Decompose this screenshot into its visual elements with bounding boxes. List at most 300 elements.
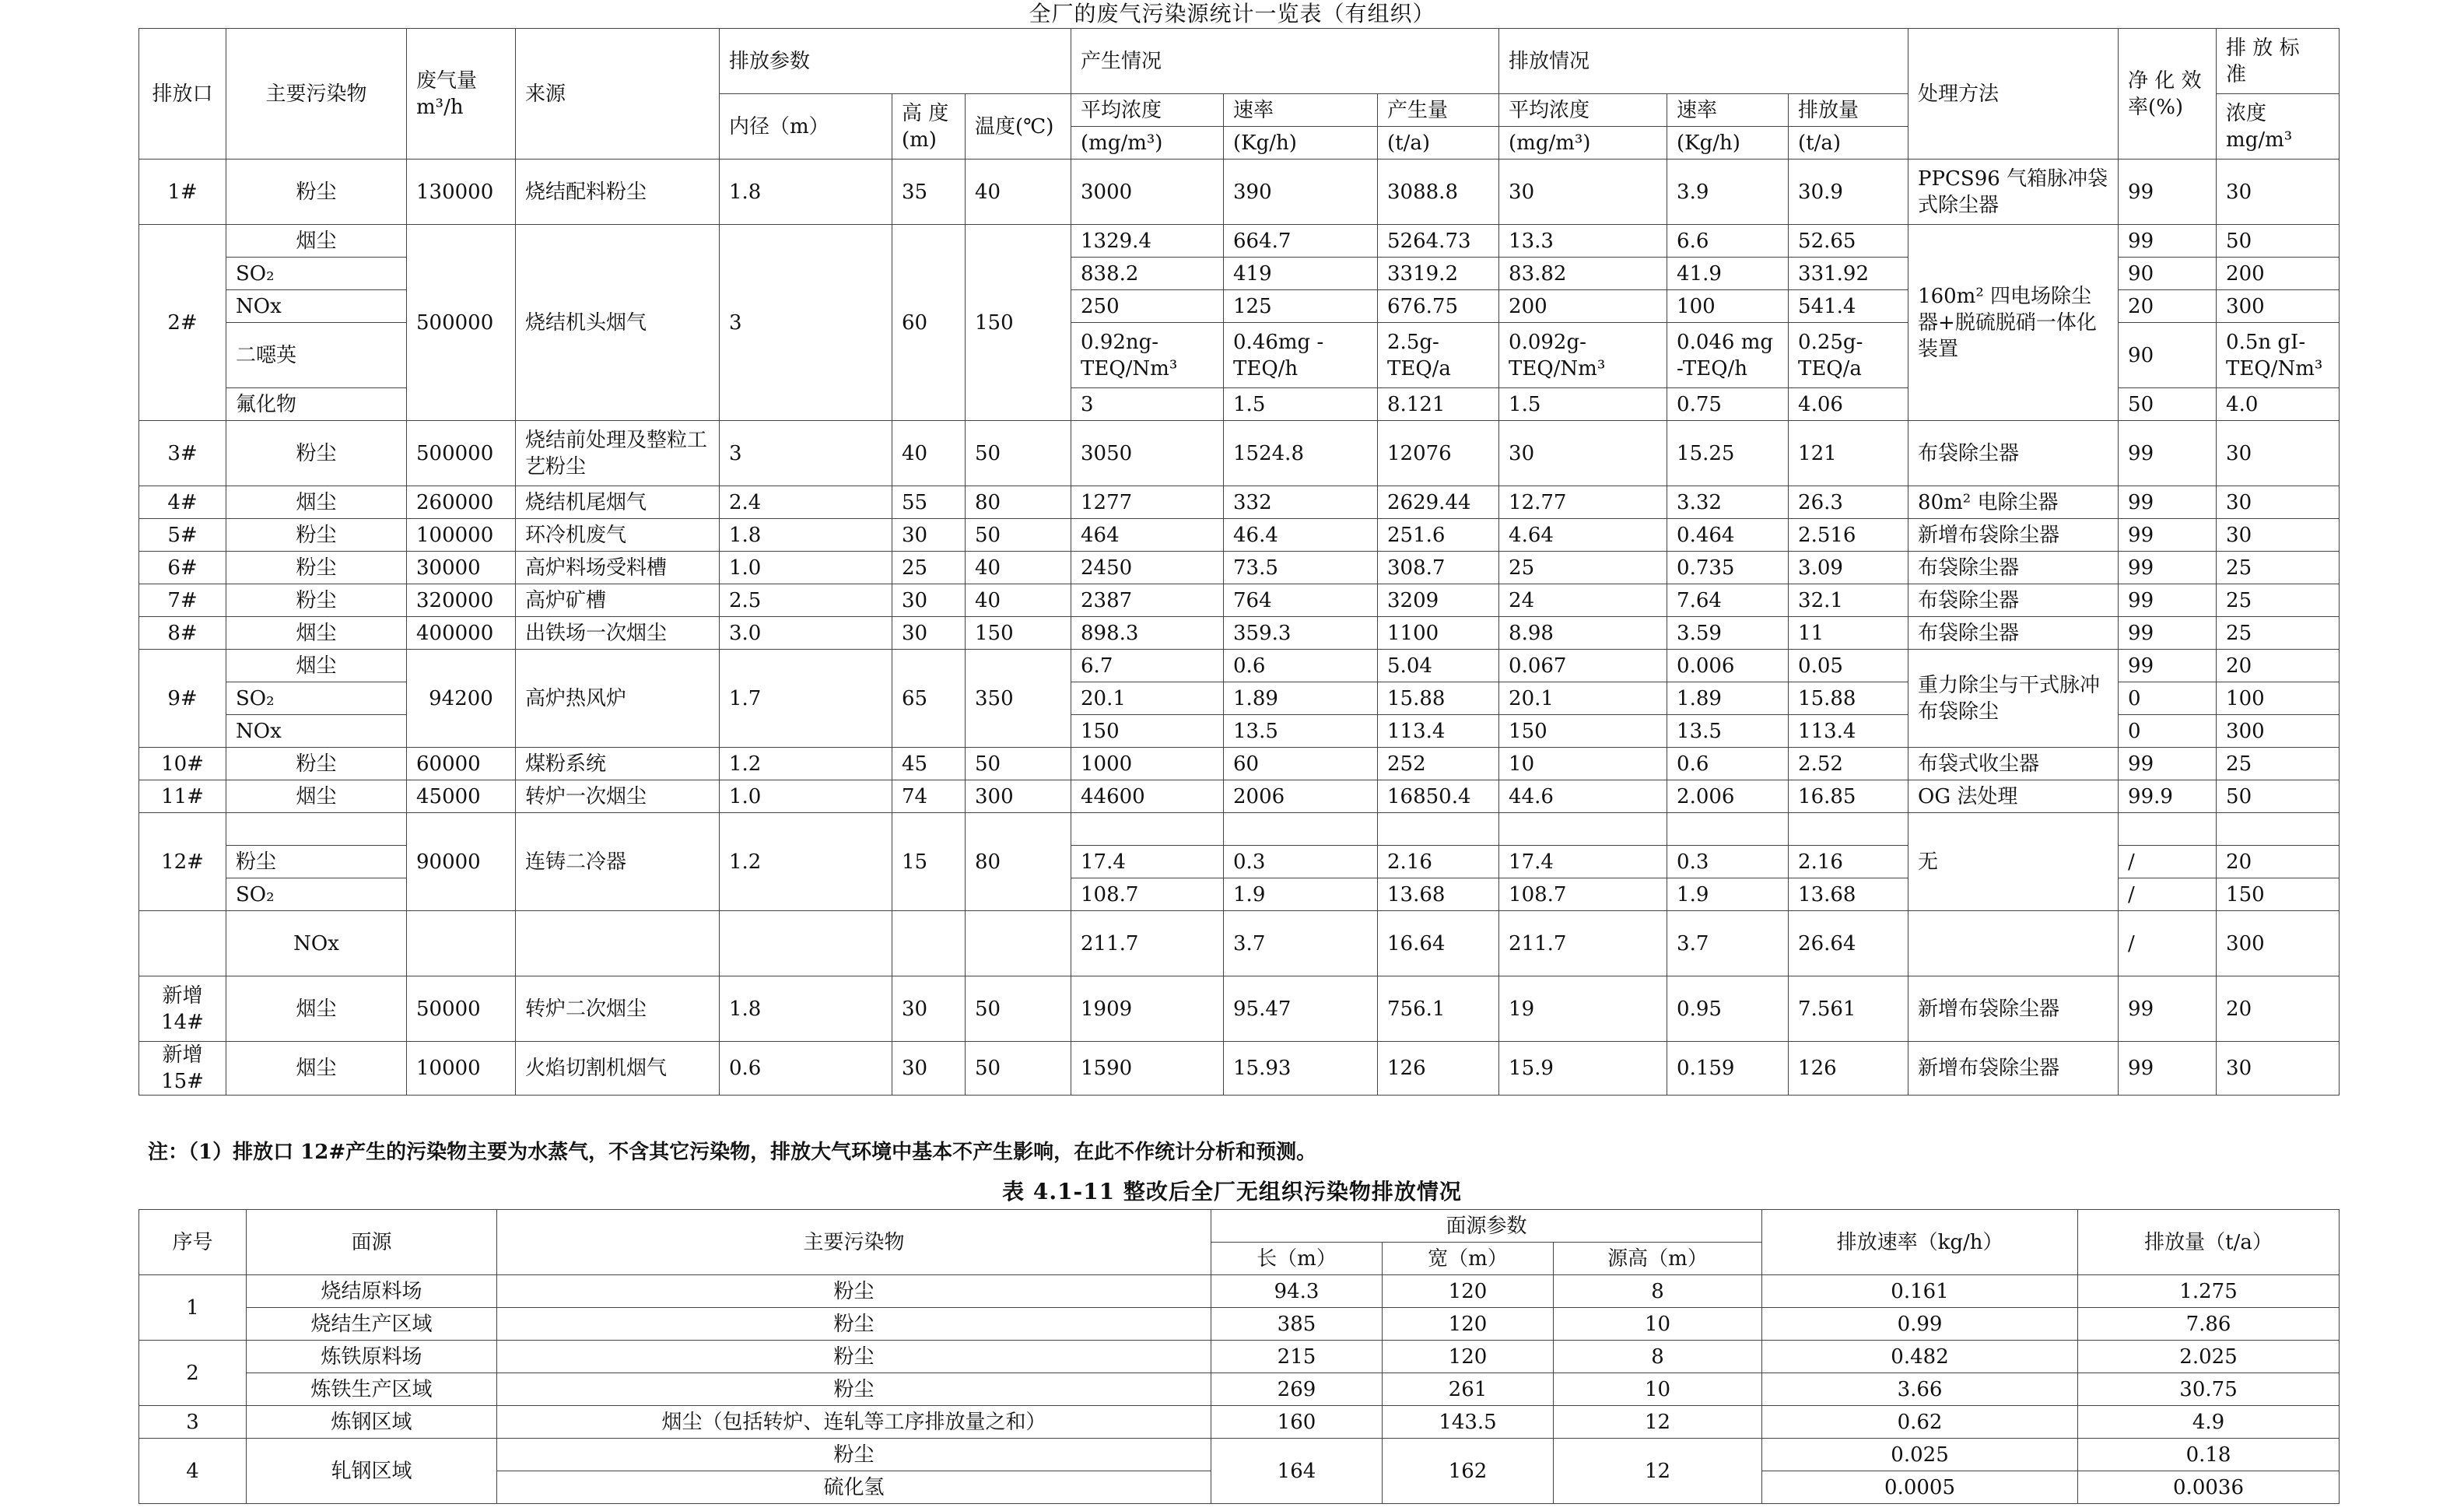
value-cell-dr: 0.6 — [1667, 748, 1789, 780]
value-cell-gq: 5264.73 — [1378, 225, 1499, 258]
amount-cell: 30.75 — [2078, 1373, 2340, 1406]
height-cell: 45 — [892, 748, 966, 780]
value-cell-dr: 0.464 — [1667, 519, 1789, 552]
efficiency-cell — [2119, 813, 2217, 846]
efficiency-cell: 0 — [2119, 715, 2217, 748]
standard-cell: 30 — [2217, 519, 2340, 552]
value-cell-dr: 0.159 — [1667, 1042, 1789, 1096]
width-cell: 162 — [1383, 1439, 1554, 1504]
outlet-cell: 6# — [139, 552, 226, 584]
pollutant-cell: 烟尘 — [226, 976, 407, 1042]
value-cell-gc: 464 — [1071, 519, 1224, 552]
standard-cell: 20 — [2217, 650, 2340, 682]
height-cell: 10 — [1554, 1308, 1762, 1341]
standard-cell: 100 — [2217, 682, 2340, 715]
standard-cell: 200 — [2217, 258, 2340, 290]
value-cell-dc: 200 — [1499, 290, 1667, 323]
value-cell-dq: 0.25g-TEQ/a — [1789, 323, 1908, 388]
value-cell-dc: 10 — [1499, 748, 1667, 780]
treatment-cell: 无 — [1908, 813, 2119, 911]
efficiency-cell: 99 — [2119, 160, 2217, 225]
rate-cell: 0.482 — [1762, 1341, 2078, 1373]
pollutant-cell: 粉尘 — [226, 552, 407, 584]
header-dis-amount: 排放量 — [1789, 94, 1908, 127]
source-cell: 转炉一次烟尘 — [516, 780, 720, 813]
value-cell-dc: 8.98 — [1499, 617, 1667, 650]
header-gen-output: 产生量 — [1378, 94, 1499, 127]
header-dis-rate: 速率 — [1667, 94, 1789, 127]
volume-cell — [407, 911, 516, 976]
standard-cell: 300 — [2217, 911, 2340, 976]
temperature-cell: 40 — [966, 160, 1071, 225]
value-cell-dq: 13.68 — [1789, 878, 1908, 911]
area-cell: 炼铁生产区域 — [247, 1373, 497, 1406]
volume-cell: 100000 — [407, 519, 516, 552]
source-cell — [516, 911, 720, 976]
value-cell-dq: 126 — [1789, 1042, 1908, 1096]
treatment-cell: 布袋除尘器 — [1908, 617, 2119, 650]
table-row — [139, 1308, 2340, 1341]
value-cell-gc: 1590 — [1071, 1042, 1224, 1096]
temperature-cell: 150 — [966, 617, 1071, 650]
table-row — [139, 160, 2340, 225]
t2-header-params: 面源参数 — [1211, 1210, 1762, 1243]
table-row — [139, 1439, 2340, 1471]
value-cell-dc: 17.4 — [1499, 846, 1667, 878]
value-cell-dq: 0.05 — [1789, 650, 1908, 682]
temperature-cell: 50 — [966, 1042, 1071, 1096]
outlet-cell: 1# — [139, 160, 226, 225]
source-cell: 火焰切割机烟气 — [516, 1042, 720, 1096]
value-cell-gq: 3088.8 — [1378, 160, 1499, 225]
pollutant-cell: 烟尘 — [226, 1042, 407, 1096]
pollutant-cell: NOx — [226, 290, 407, 323]
pollutant-cell: 硫化氢 — [497, 1471, 1211, 1504]
efficiency-cell: 99 — [2119, 519, 2217, 552]
height-cell: 12 — [1554, 1406, 1762, 1439]
value-cell-dc: 19 — [1499, 976, 1667, 1042]
standard-cell: 300 — [2217, 290, 2340, 323]
efficiency-cell: 99 — [2119, 1042, 2217, 1096]
t2-header-area-source: 面源 — [247, 1210, 497, 1275]
table-row — [139, 1406, 2340, 1439]
value-cell-dc — [1499, 813, 1667, 846]
header-efficiency: 净 化 效 率(%) — [2119, 29, 2217, 160]
pollutant-cell: 烟尘（包括转炉、连轧等工序排放量之和） — [497, 1406, 1211, 1439]
value-cell-gr — [1224, 813, 1378, 846]
value-cell-gr: 0.6 — [1224, 650, 1378, 682]
value-cell-dc: 1.5 — [1499, 388, 1667, 421]
efficiency-cell: 99 — [2119, 225, 2217, 258]
value-cell-dq: 3.09 — [1789, 552, 1908, 584]
value-cell-dc: 211.7 — [1499, 911, 1667, 976]
diameter-cell: 1.7 — [720, 650, 892, 748]
outlet-cell: 10# — [139, 748, 226, 780]
value-cell-dr: 1.9 — [1667, 878, 1789, 911]
height-cell: 15 — [892, 813, 966, 911]
pollutant-cell: SO₂ — [226, 682, 407, 715]
t2-header-pollutant: 主要污染物 — [497, 1210, 1211, 1275]
height-cell: 74 — [892, 780, 966, 813]
diameter-cell: 2.4 — [720, 486, 892, 519]
value-cell-gr: 125 — [1224, 290, 1378, 323]
value-cell-gq: 12076 — [1378, 421, 1499, 486]
treatment-cell: OG 法处理 — [1908, 780, 2119, 813]
source-cell: 环冷机废气 — [516, 519, 720, 552]
table-row — [139, 584, 2340, 617]
height-cell — [892, 911, 966, 976]
t2-header-amount: 排放量（t/a） — [2078, 1210, 2340, 1275]
volume-cell: 50000 — [407, 976, 516, 1042]
outlet-cell: 4# — [139, 486, 226, 519]
value-cell-gc: 20.1 — [1071, 682, 1224, 715]
value-cell-dr: 13.5 — [1667, 715, 1789, 748]
value-cell-dc: 12.77 — [1499, 486, 1667, 519]
row-number-cell: 1 — [139, 1275, 247, 1341]
diameter-cell: 0.6 — [720, 1042, 892, 1096]
source-cell: 煤粉系统 — [516, 748, 720, 780]
value-cell-dr: 0.046 mg -TEQ/h — [1667, 323, 1789, 388]
pollutant-cell: 二噁英 — [226, 323, 407, 388]
table-row — [139, 225, 2340, 258]
value-cell-gr: 1.89 — [1224, 682, 1378, 715]
value-cell-gc: 6.7 — [1071, 650, 1224, 682]
efficiency-cell: 99 — [2119, 421, 2217, 486]
value-cell-dq: 11 — [1789, 617, 1908, 650]
volume-cell: 260000 — [407, 486, 516, 519]
treatment-cell: 布袋除尘器 — [1908, 421, 2119, 486]
header-gen-amount-unit: (t/a) — [1378, 127, 1499, 160]
efficiency-cell: 0 — [2119, 682, 2217, 715]
volume-cell: 45000 — [407, 780, 516, 813]
standard-cell: 50 — [2217, 780, 2340, 813]
outlet-cell — [139, 911, 226, 976]
treatment-cell: 新增布袋除尘器 — [1908, 976, 2119, 1042]
value-cell-gc: 250 — [1071, 290, 1224, 323]
table-row — [139, 650, 2340, 682]
treatment-cell: 重力除尘与干式脉冲布袋除尘 — [1908, 650, 2119, 748]
t2-header-rate: 排放速率（kg/h） — [1762, 1210, 2078, 1275]
treatment-cell: 160m² 四电场除尘器+脱硫脱硝一体化装置 — [1908, 225, 2119, 421]
value-cell-gc: 1000 — [1071, 748, 1224, 780]
efficiency-cell: 99 — [2119, 552, 2217, 584]
value-cell-gr: 73.5 — [1224, 552, 1378, 584]
value-cell-gr: 3.7 — [1224, 911, 1378, 976]
value-cell-dc: 20.1 — [1499, 682, 1667, 715]
source-cell: 转炉二次烟尘 — [516, 976, 720, 1042]
value-cell-gr: 1.9 — [1224, 878, 1378, 911]
pollutant-cell: 烟尘 — [226, 650, 407, 682]
standard-cell: 150 — [2217, 878, 2340, 911]
value-cell-dc: 13.3 — [1499, 225, 1667, 258]
pollutant-cell: 粉尘 — [497, 1275, 1211, 1308]
pollutant-cell: 粉尘 — [226, 584, 407, 617]
temperature-cell: 50 — [966, 519, 1071, 552]
table-row — [139, 1275, 2340, 1308]
row-number-cell: 4 — [139, 1439, 247, 1504]
amount-cell: 7.86 — [2078, 1308, 2340, 1341]
treatment-cell: 布袋除尘器 — [1908, 552, 2119, 584]
value-cell-dq: 113.4 — [1789, 715, 1908, 748]
header-treatment: 处理方法 — [1908, 29, 2119, 160]
value-cell-gr: 764 — [1224, 584, 1378, 617]
diameter-cell: 1.2 — [720, 748, 892, 780]
outlet-cell: 2# — [139, 225, 226, 421]
height-cell: 25 — [892, 552, 966, 584]
standard-cell: 30 — [2217, 160, 2340, 225]
volume-cell: 10000 — [407, 1042, 516, 1096]
organized-emission-table — [138, 28, 2340, 1096]
volume-cell: 60000 — [407, 748, 516, 780]
diameter-cell: 1.8 — [720, 976, 892, 1042]
value-cell-dr: 7.64 — [1667, 584, 1789, 617]
pollutant-cell: SO₂ — [226, 258, 407, 290]
header-outlet: 排放口 — [139, 29, 226, 160]
value-cell-gc: 3050 — [1071, 421, 1224, 486]
standard-cell: 30 — [2217, 421, 2340, 486]
pollutant-cell: 粉尘 — [497, 1439, 1211, 1471]
height-cell: 60 — [892, 225, 966, 421]
pollutant-cell: 氟化物 — [226, 388, 407, 421]
value-cell-gc: 1909 — [1071, 976, 1224, 1042]
standard-cell: 4.0 — [2217, 388, 2340, 421]
height-cell: 30 — [892, 1042, 966, 1096]
header-discharge: 排放情况 — [1499, 29, 1908, 94]
value-cell-dc: 44.6 — [1499, 780, 1667, 813]
value-cell-gq: 113.4 — [1378, 715, 1499, 748]
temperature-cell: 40 — [966, 584, 1071, 617]
temperature-cell: 300 — [966, 780, 1071, 813]
temperature-cell — [966, 911, 1071, 976]
value-cell-dc: 83.82 — [1499, 258, 1667, 290]
height-cell: 30 — [892, 584, 966, 617]
standard-cell: 25 — [2217, 584, 2340, 617]
pollutant-cell: 粉尘 — [226, 421, 407, 486]
value-cell-dr: 3.9 — [1667, 160, 1789, 225]
rate-cell: 3.66 — [1762, 1373, 2078, 1406]
efficiency-cell: 90 — [2119, 258, 2217, 290]
value-cell-gr: 1.5 — [1224, 388, 1378, 421]
value-cell-dq: 2.16 — [1789, 846, 1908, 878]
standard-cell: 20 — [2217, 976, 2340, 1042]
length-cell: 160 — [1211, 1406, 1383, 1439]
rate-cell: 0.0005 — [1762, 1471, 2078, 1504]
value-cell-dq: 7.561 — [1789, 976, 1908, 1042]
value-cell-dq — [1789, 813, 1908, 846]
value-cell-gq: 16.64 — [1378, 911, 1499, 976]
volume-cell: 500000 — [407, 225, 516, 421]
value-cell-gq: 2.5g-TEQ/a — [1378, 323, 1499, 388]
standard-cell: 20 — [2217, 846, 2340, 878]
rate-cell: 0.025 — [1762, 1439, 2078, 1471]
outlet-cell: 新增 15# — [139, 1042, 226, 1096]
standard-cell — [2217, 813, 2340, 846]
value-cell-dc: 0.067 — [1499, 650, 1667, 682]
value-cell-gr: 60 — [1224, 748, 1378, 780]
efficiency-cell: 50 — [2119, 388, 2217, 421]
diameter-cell: 3 — [720, 421, 892, 486]
outlet-cell: 8# — [139, 617, 226, 650]
table-row — [139, 813, 2340, 846]
header-dis-avg-conc: 平均浓度 — [1499, 94, 1667, 127]
value-cell-dr: 0.75 — [1667, 388, 1789, 421]
value-cell-gc: 898.3 — [1071, 617, 1224, 650]
value-cell-gr: 46.4 — [1224, 519, 1378, 552]
value-cell-gr: 0.46mg -TEQ/h — [1224, 323, 1378, 388]
t2-header-no: 序号 — [139, 1210, 247, 1275]
value-cell-gq: 2.16 — [1378, 846, 1499, 878]
table-row — [139, 486, 2340, 519]
standard-cell: 30 — [2217, 486, 2340, 519]
value-cell-gc: 211.7 — [1071, 911, 1224, 976]
length-cell: 94.3 — [1211, 1275, 1383, 1308]
temperature-cell: 350 — [966, 650, 1071, 748]
value-cell-dq: 26.3 — [1789, 486, 1908, 519]
value-cell-gq: 251.6 — [1378, 519, 1499, 552]
source-cell: 出铁场一次烟尘 — [516, 617, 720, 650]
outlet-cell: 7# — [139, 584, 226, 617]
outlet-cell: 新增 14# — [139, 976, 226, 1042]
value-cell-dr: 6.6 — [1667, 225, 1789, 258]
header-standard: 排 放 标 准 — [2217, 29, 2340, 94]
outlet-cell: 5# — [139, 519, 226, 552]
area-cell: 炼铁原料场 — [247, 1341, 497, 1373]
rate-cell: 0.99 — [1762, 1308, 2078, 1341]
value-cell-gr: 15.93 — [1224, 1042, 1378, 1096]
value-cell-dq: 2.516 — [1789, 519, 1908, 552]
value-cell-gc: 3000 — [1071, 160, 1224, 225]
pollutant-cell: 粉尘 — [226, 846, 407, 878]
value-cell-dq: 26.64 — [1789, 911, 1908, 976]
value-cell-gq: 15.88 — [1378, 682, 1499, 715]
height-cell: 30 — [892, 617, 966, 650]
header-gen-rate-unit: (Kg/h) — [1224, 127, 1378, 160]
volume-cell: 500000 — [407, 421, 516, 486]
amount-cell: 1.275 — [2078, 1275, 2340, 1308]
value-cell-gr: 0.3 — [1224, 846, 1378, 878]
volume-cell: 130000 — [407, 160, 516, 225]
width-cell: 120 — [1383, 1341, 1554, 1373]
t2-header-width: 宽（m） — [1383, 1243, 1554, 1275]
standard-cell: 300 — [2217, 715, 2340, 748]
efficiency-cell: 99 — [2119, 650, 2217, 682]
pollutant-cell: 粉尘 — [226, 748, 407, 780]
source-cell: 烧结机尾烟气 — [516, 486, 720, 519]
pollutant-cell: 粉尘 — [497, 1308, 1211, 1341]
outlet-cell: 9# — [139, 650, 226, 748]
table1-title: 全厂的废气污染源统计一览表（有组织） — [1029, 1, 1435, 26]
value-cell-gc: 17.4 — [1071, 846, 1224, 878]
diameter-cell: 3.0 — [720, 617, 892, 650]
value-cell-gc: 0.92ng-TEQ/Nm³ — [1071, 323, 1224, 388]
header-dis-rate-unit: (Kg/h) — [1667, 127, 1789, 160]
value-cell-gq: 676.75 — [1378, 290, 1499, 323]
value-cell-dc: 4.64 — [1499, 519, 1667, 552]
diameter-cell — [720, 911, 892, 976]
value-cell-dq: 331.92 — [1789, 258, 1908, 290]
standard-cell: 50 — [2217, 225, 2340, 258]
table-row — [139, 1341, 2340, 1373]
value-cell-dr: 0.006 — [1667, 650, 1789, 682]
source-cell: 连铸二冷器 — [516, 813, 720, 911]
efficiency-cell: 99 — [2119, 976, 2217, 1042]
row-number-cell: 3 — [139, 1406, 247, 1439]
efficiency-cell: 99 — [2119, 584, 2217, 617]
header-gen-avg-conc: 平均浓度 — [1071, 94, 1224, 127]
standard-cell: 25 — [2217, 748, 2340, 780]
width-cell: 120 — [1383, 1308, 1554, 1341]
efficiency-cell: 90 — [2119, 323, 2217, 388]
efficiency-cell: 99 — [2119, 486, 2217, 519]
source-cell: 高炉矿槽 — [516, 584, 720, 617]
treatment-cell — [1908, 911, 2119, 976]
pollutant-cell: 粉尘 — [497, 1373, 1211, 1406]
efficiency-cell: 20 — [2119, 290, 2217, 323]
width-cell: 261 — [1383, 1373, 1554, 1406]
value-cell-dq: 2.52 — [1789, 748, 1908, 780]
pollutant-cell: 粉尘 — [226, 160, 407, 225]
value-cell-dc: 150 — [1499, 715, 1667, 748]
area-cell: 烧结原料场 — [247, 1275, 497, 1308]
source-cell: 烧结前处理及整粒工艺粉尘 — [516, 421, 720, 486]
value-cell-gr: 419 — [1224, 258, 1378, 290]
header-gen-conc-unit: (mg/m³) — [1071, 127, 1224, 160]
height-cell: 35 — [892, 160, 966, 225]
height-cell: 8 — [1554, 1275, 1762, 1308]
height-cell: 55 — [892, 486, 966, 519]
value-cell-dr: 0.95 — [1667, 976, 1789, 1042]
diameter-cell: 2.5 — [720, 584, 892, 617]
temperature-cell: 80 — [966, 486, 1071, 519]
length-cell: 385 — [1211, 1308, 1383, 1341]
value-cell-dq: 30.9 — [1789, 160, 1908, 225]
value-cell-gq: 8.121 — [1378, 388, 1499, 421]
value-cell-gq: 3209 — [1378, 584, 1499, 617]
volume-cell: 320000 — [407, 584, 516, 617]
height-cell: 40 — [892, 421, 966, 486]
table-row — [139, 617, 2340, 650]
value-cell-gc: 1277 — [1071, 486, 1224, 519]
pollutant-cell: 烟尘 — [226, 486, 407, 519]
value-cell-dr: 0.3 — [1667, 846, 1789, 878]
efficiency-cell: 99 — [2119, 748, 2217, 780]
value-cell-dc: 25 — [1499, 552, 1667, 584]
table-row — [139, 552, 2340, 584]
value-cell-dq: 121 — [1789, 421, 1908, 486]
amount-cell: 2.025 — [2078, 1341, 2340, 1373]
header-emission-params: 排放参数 — [720, 29, 1071, 94]
value-cell-gq: 5.04 — [1378, 650, 1499, 682]
length-cell: 215 — [1211, 1341, 1383, 1373]
pollutant-cell: NOx — [226, 911, 407, 976]
table-row — [139, 519, 2340, 552]
area-cell: 炼钢区域 — [247, 1406, 497, 1439]
rate-cell: 0.161 — [1762, 1275, 2078, 1308]
height-cell: 12 — [1554, 1439, 1762, 1504]
standard-cell: 25 — [2217, 552, 2340, 584]
pollutant-cell: 粉尘 — [497, 1341, 1211, 1373]
pollutant-cell — [226, 813, 407, 846]
value-cell-gr: 664.7 — [1224, 225, 1378, 258]
outlet-cell: 11# — [139, 780, 226, 813]
value-cell-dr: 41.9 — [1667, 258, 1789, 290]
treatment-cell: 新增布袋除尘器 — [1908, 519, 2119, 552]
header-gas-volume: 废气量 m³/h — [407, 29, 516, 160]
t2-header-src-height: 源高（m） — [1554, 1243, 1762, 1275]
value-cell-gr: 13.5 — [1224, 715, 1378, 748]
efficiency-cell: / — [2119, 846, 2217, 878]
volume-cell: 400000 — [407, 617, 516, 650]
